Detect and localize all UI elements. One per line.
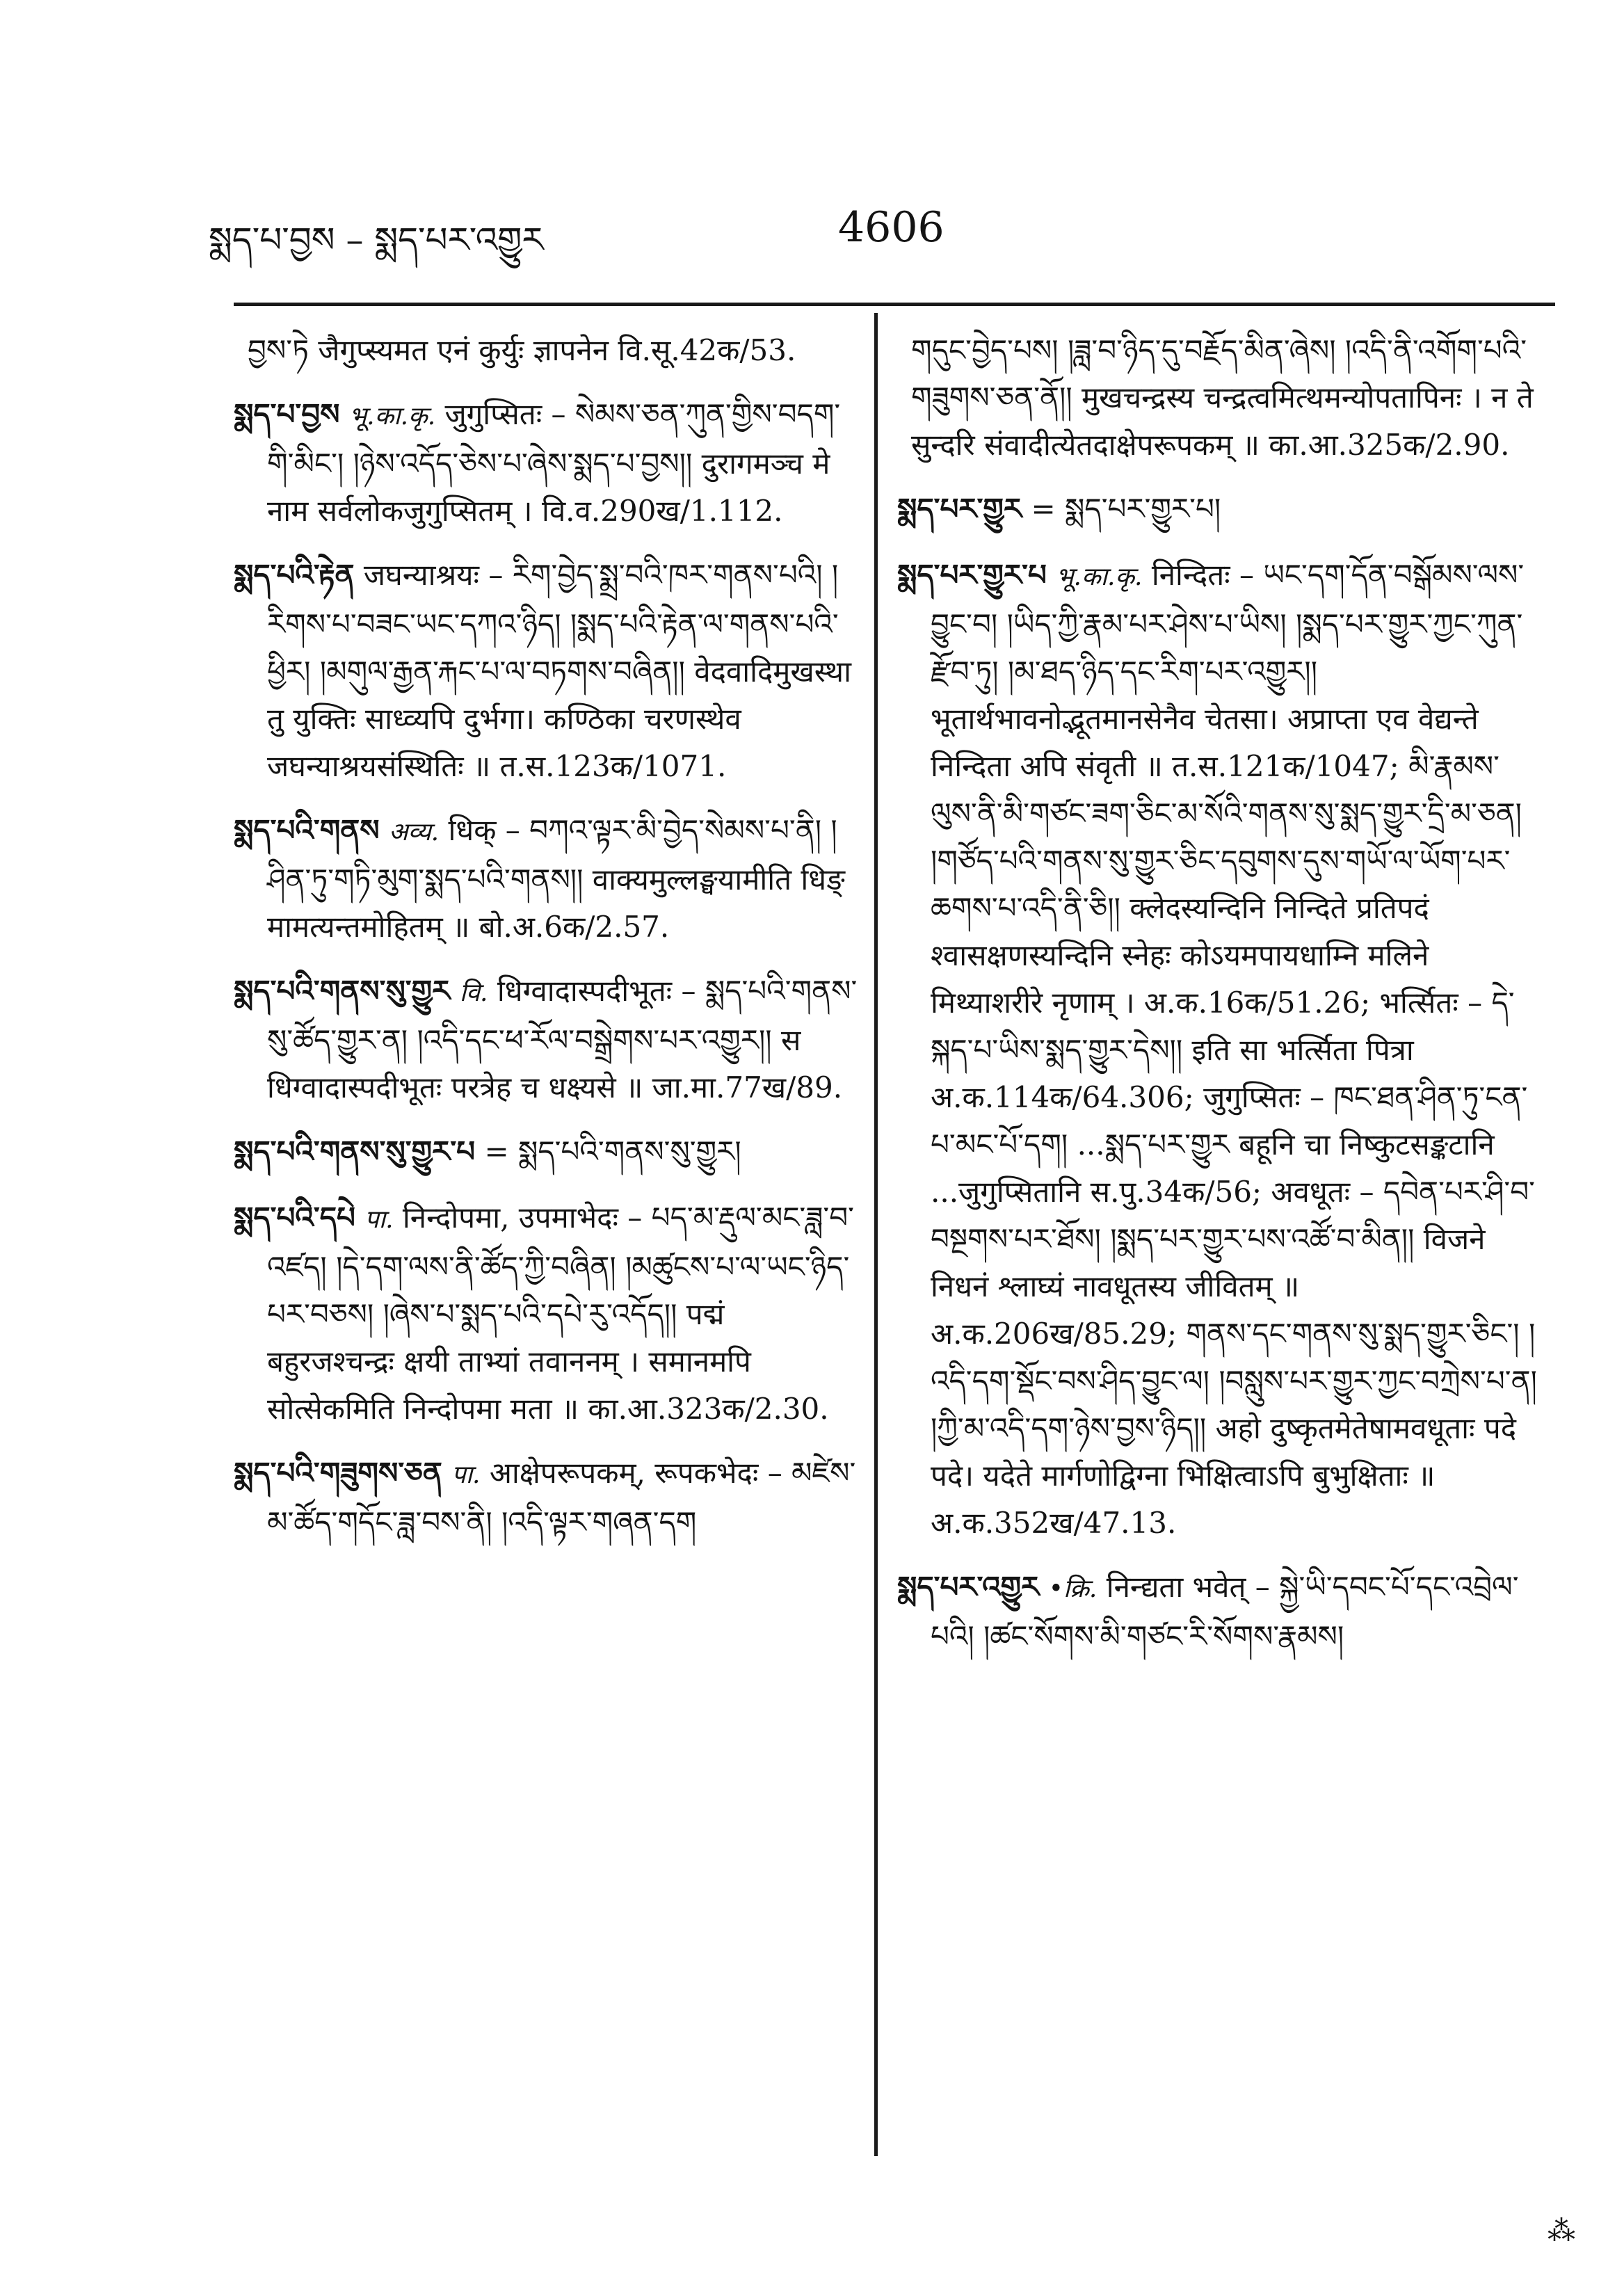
corner-mark: ⁂ (1547, 2215, 1575, 2247)
dictionary-entry (234, 1128, 860, 1178)
entry-text: धिक् – བཀའ་ལྟར་མི་བྱེད་སེམས་པ་ནི། །ཤིན་ཏུ་གཏི་མུག་སྨད་པའི་གནས།། वाक्यमुल्लङ्घयामीति धिङ् मामत्यन्तमोहितम् ॥ बो.अ.6क/2.57. (267, 813, 845, 944)
dictionary-entry (234, 807, 860, 951)
dictionary-entry (234, 1449, 860, 1546)
entry-text: = སྨད་པའི་གནས་སུ་གྱུར། (484, 1134, 741, 1168)
entry-text: निन्द्यता भवेत् – སྐྱེ་ཡི་དབང་པོ་དང་འབྲེལ་པའི། །ཚང་སོགས་མི་གཙང་རི་སོགས་རྣམས། (931, 1570, 1519, 1653)
dictionary-entry (897, 552, 1537, 1547)
entry-text: जुगुप्सितः – སེམས་ཅན་ཀུན་གྱིས་བདག་གི་མིང་། །ཉེས་འདོད་ཅེས་པ་ཞེས་སྨད་པ་བྱས།། दुरागमञ्च मे नाम सर्वलोकजुगुप्सितम् । वि.व.290ख/1.112. (267, 397, 841, 528)
entry-grammar: वि. (459, 979, 488, 1007)
dictionary-entry (897, 327, 1537, 469)
entry-text: जघन्याश्रयः – རིག་བྱེད་སྨྲ་བའི་ཁར་གནས་པའི། །རིགས་པ་བཟང་ཡང་དཀའ་ཉིད། །སྨད་པའི་རྟེན་ལ་གནས་པའི་ཕྱིར། །མགུལ་རྒྱན་རྐང་པ་ལ་བཏགས་བཞིན།། वेदवादिमुखस्था तु युक्तिः साध्व्यपि दुर्भगा। कण्ठिका चरणस्थेव जघन्याश्रयसंस्थितिः ॥ त.स.123क/1071. (267, 558, 851, 783)
entry-headword: སྨད་པའི་གནས་སུ་གྱུར (234, 974, 451, 1008)
dictionary-entry (234, 391, 860, 535)
dictionary-entry (234, 327, 860, 374)
entry-grammar: पा. (364, 1205, 394, 1234)
entry-grammar: •क्रि. (1048, 1575, 1098, 1603)
entry-text: निन्दितः – ཡང་དག་དོན་བསྒོམས་ལས་བྱུང་བ། །ཡིད་ཀྱི་རྣམ་པར་ཤེས་པ་ཡིས། །སྨད་པར་གྱུར་ཀྱང་ཀུན་རྫོབ་ཏུ། །མ་ཐད་ཉིད་དང་རིག་པར་འགྱུར།། भूतार्थभावनोद्भूतमानसेनैव चेतसा। अप्राप्ता एव वेद्यन्ते निन्दिता अपि संवृती ॥ त.स.121क/1047; མི་རྣམས་ལུས་ནི་མི་གཙང་ཟག་ཅིང་མ་སོའི་གནས་སུ་སྨད་གྱུར་དྲི་མ་ཅན། །གཙོད་པའི་གནས་སུ་གྱུར་ཅིང་དབུགས་དུས་གཡོ་ལ་ཡོག་པར་ཆགས་པ་འདི་ནི་ཅི།། क्लेदस्यन्दिनि निन्दिते प्रतिपदं श्वासक्षणस्यन्दिनि स्नेहः कोऽयमपायधाम्नि मलिने मिथ्याशरीरे नृणाम् । अ.क.16क/51.26; भर्त्सितः – དེ་སྐད་པ་ཡིས་སྨད་གྱུར་དེས།། इति सा भर्त्सिता पित्रा अ.क.114क/64.306; जुगुप्सितः – ཁང་ཐན་ཤིན་ཏུ་ངན་པ་མང་པོ་དག། ...སྨད་པར་གྱུར बहूनि चा निष्कुटसङ्कटानि ...जुगुप्सितानि स.पु.34क/56; अवधूतः – དབེན་པར་ཤི་བ་བསྔགས་པར་ཐོས། །སྨད་པར་གྱུར་པས་འཚོ་བ་མིན།། विजने निधनं श्लाघ्यं नावधूतस्य जीवितम् ॥ अ.क.206ख/85.29; གནས་དང་གནས་སུ་སྨད་གྱུར་ཅིང་། །འདི་དག་སྡོང་བས་ཤིད་བྱུང་ལ། །བསླུས་པར་གྱུར་ཀྱང་བཀྲེས་པ་ན། །ཀྱི་མ་འདི་དག་ཉེས་བྱས་ཉིད།། अहो दुष्कृतमेतेषामवधूताः पदे पदे। यदेते मार्गणोद्विग्ना भिक्षित्वाऽपि बुभुक्षिताः ॥ अ.क.352ख/47.13. (931, 558, 1537, 1540)
entry-headword: སྨད་པའི་དཔེ (234, 1200, 355, 1235)
dictionary-entry (897, 485, 1537, 535)
entry-headword: སྨད་པའི་གནས (234, 813, 380, 847)
dictionary-entry (234, 967, 860, 1111)
entry-headword: སྨད་པའི་གཟུགས་ཅན (234, 1456, 442, 1490)
entry-headword: སྨད་པར་འགྱུར (897, 1570, 1040, 1604)
header-range: སྨད་པ་བྱས – སྨད་པར་འགྱུར (209, 220, 544, 260)
right-column (897, 327, 1537, 1677)
page-number: 4606 (838, 203, 944, 252)
page-header (209, 188, 1530, 271)
entry-grammar: पा. (451, 1461, 481, 1489)
column-divider (874, 313, 878, 2156)
entry-headword: སྨད་པར་གྱུར་པ (897, 558, 1047, 592)
header-rule (234, 303, 1555, 306)
entry-grammar: भू.का.कृ. (1056, 563, 1143, 591)
entry-text: = སྨད་པར་གྱུར་པ། (1031, 492, 1221, 526)
entry-text: धिग्वादास्पदीभूतः – སྨད་པའི་གནས་སུ་ཚོད་གྱུར་ན། །འདི་དང་ཕ་རོལ་བསྒྲེགས་པར་འགྱུར།། स धिग्वादास्पदीभूतः परत्रेह च धक्ष्यसे ॥ जा.मा.77ख/89. (267, 974, 858, 1105)
entry-text: आक्षेपरूपकम्, रूपकभेदः – མཛེས་མ་ཚོད་གདོང་ཟླ་བས་ནི། །འདི་ལྟར་གཞན་དག (267, 1456, 856, 1539)
dictionary-entry (234, 552, 860, 790)
dictionary-entry (234, 1194, 860, 1433)
entry-grammar: भू.का.कृ. (348, 402, 436, 431)
entry-headword: སྨད་པའི་གནས་སུ་གྱུར་པ (234, 1134, 476, 1168)
entry-text: निन्दोपमा, उपमाभेदः – པད་མ་རྡུལ་མང་ཟླ་བ་འཛད། །དེ་དག་ལས་ནི་ཚོད་ཀྱི་བཞིན། །མཚུངས་པ་ལ་ཡང་ཉིད་པར་བཅས། །ཞེས་པ་སྨད་པའི་དཔེ་རུ་འདོད།། पद्मं बहुरजश्चन्द्रः क्षयी ताभ्यां तवाननम् । समानमपि सोत्सेकमिति निन्दोपमा मता ॥ का.आ.323क/2.30. (267, 1200, 854, 1426)
left-column (234, 327, 860, 1563)
entry-grammar: अव्य. (388, 818, 440, 846)
dictionary-entry (897, 1564, 1537, 1660)
entry-headword: སྨད་པར་གྱུར (897, 492, 1022, 526)
entry-headword: སྨད་པ་བྱས (234, 397, 340, 431)
entry-text: བྱས་ཏེ जैगुप्स्यमत एनं कुर्युः ज्ञापनेन वि.सू.42क/53. (248, 333, 796, 367)
entry-text: གདུང་བྱེད་པས། །ཟླ་བ་ཉིད་དུ་བརྗོད་མིན་ཞེས། །འདི་ནི་འགོག་པའི་གཟུགས་ཅན་ནོ།། मुखचन्द्रस्य चन्द्रत्वमित्थमन्योपतापिनः । न ते सुन्दरि संवादीत्येतदाक्षेपरूपकम् ॥ का.आ.325क/2.90. (911, 333, 1534, 462)
entry-headword: སྨད་པའི་རྟེན (234, 558, 355, 592)
